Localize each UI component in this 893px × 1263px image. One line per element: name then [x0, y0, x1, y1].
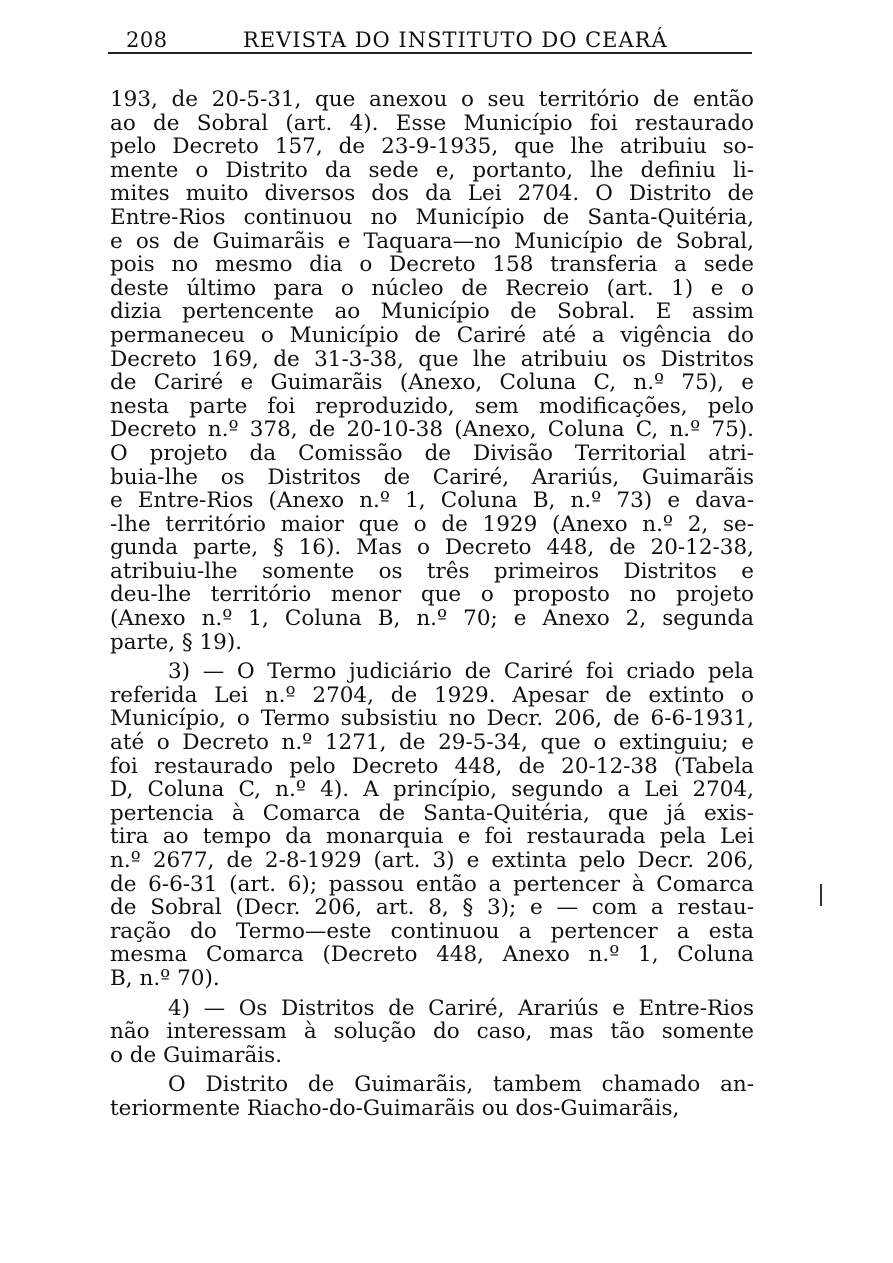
header-rule	[108, 52, 752, 54]
text-line: não interessam à solução do caso, mas tão somente	[110, 1020, 754, 1044]
paragraph	[110, 88, 754, 654]
text-line: dizia pertencente ao Município de Sobral. E assim	[110, 300, 754, 324]
running-header	[108, 28, 752, 54]
text-line: -lhe território maior que o de 1929 (Anexo n.º 2, se-	[110, 512, 754, 537]
paragraph	[110, 660, 754, 990]
text-line: mente o Distrito da sede e, portanto, lhe definiu li-	[110, 158, 754, 183]
text-line: n.º 2677, de 2-8-1929 (art. 3) e extinta pelo Decr. 206,	[110, 849, 754, 873]
text-line: referida Lei n.º 2704, de 1929. Apesar de extinto o	[110, 683, 754, 708]
text-line: foi restaurado pelo Decreto 448, de 20-12-38 (Tabela	[110, 754, 754, 779]
text-line: o de Guimarãis.	[110, 1043, 283, 1068]
text-line: deu-lhe território menor que o proposto no projeto	[110, 583, 754, 608]
text-line: pois no mesmo dia o Decreto 158 transferia a sede	[110, 253, 754, 277]
text-line: nesta parte foi reproduzido, sem modificações, pelo	[110, 394, 754, 419]
paragraph	[110, 1073, 754, 1120]
text-line: e Entre-Rios (Anexo n.º 1, Coluna B, n.º 73) e dava-	[110, 489, 754, 513]
text-line: ao de Sobral (art. 4). Esse Município foi restaurado	[110, 111, 754, 136]
text-line: de Sobral (Decr. 206, art. 8, § 3); e — com a restau-	[110, 896, 754, 920]
text-line: B, n.º 70).	[110, 966, 220, 991]
text-line: O projeto da Comissão de Divisão Territorial atri-	[110, 441, 754, 466]
text-line: O Distrito de Guimarãis, tambem chamado an-	[168, 1073, 754, 1097]
text-line: Município, o Termo subsistiu no Decr. 206, de 6-6-1931,	[110, 707, 754, 732]
text-line: até o Decreto n.º 1271, de 29-5-34, que o extinguiu; e	[110, 731, 754, 755]
text-line: permaneceu o Município de Cariré até a vigência do	[110, 323, 754, 348]
text-line: parte, § 19).	[110, 630, 243, 655]
text-line: gunda parte, § 16). Mas o Decreto 448, de 20-12-38,	[110, 536, 754, 560]
margin-mark	[820, 884, 822, 906]
text-line: deste último para o núcleo de Recreio (art. 1) e o	[110, 276, 754, 301]
text-line: teriormente Riacho-do-Guimarãis ou dos-Guimarãis,	[110, 1096, 680, 1121]
text-line: 4) — Os Distritos de Cariré, Arariús e Entre-Rios	[168, 996, 754, 1021]
text-line: atribuiu-lhe somente os três primeiros Distritos e	[110, 559, 754, 584]
text-line: D, Coluna C, n.º 4). A princípio, segundo a Lei 2704,	[110, 778, 754, 802]
text-line: tira ao tempo da monarquia e foi restaurada pela Lei	[110, 825, 754, 849]
page-number: 208	[126, 28, 168, 52]
text-line: (Anexo n.º 1, Coluna B, n.º 70; e Anexo 2, segunda	[110, 607, 754, 631]
text-line: Decreto n.º 378, de 20-10-38 (Anexo, Coluna C, n.º 75).	[110, 418, 754, 442]
text-line: Entre-Rios continuou no Município de Santa-Quitéria,	[110, 205, 754, 230]
text-line: de Cariré e Guimarãis (Anexo, Coluna C, n.º 75), e	[110, 371, 754, 395]
text-line: pelo Decreto 157, de 23-9-1935, que lhe atribuiu so-	[110, 135, 754, 159]
running-title: REVISTA DO INSTITUTO DO CEARÁ	[243, 28, 668, 52]
body-text	[110, 88, 754, 1121]
text-line: ração do Termo—este continuou a pertencer a esta	[110, 919, 754, 944]
text-line: 193, de 20-5-31, que anexou o seu território de então	[110, 88, 754, 112]
paragraph	[110, 997, 754, 1068]
text-line: buia-lhe os Distritos de Cariré, Arariús, Guimarãis	[110, 465, 754, 490]
text-line: mesma Comarca (Decreto 448, Anexo n.º 1, Coluna	[110, 943, 754, 967]
text-line: Decreto 169, de 31-3-38, que lhe atribuiu os Distritos	[110, 347, 754, 372]
text-line: de 6-6-31 (art. 6); passou então a pertencer à Comarca	[110, 872, 754, 897]
text-line: 3) — O Termo judiciário de Cariré foi criado pela	[168, 660, 754, 684]
text-line: mites muito diversos dos da Lei 2704. O Distrito de	[110, 182, 754, 206]
text-line: e os de Guimarãis e Taquara—no Município de Sobral,	[110, 229, 754, 254]
text-line: pertencia à Comarca de Santa-Quitéria, que já exis-	[110, 801, 754, 826]
